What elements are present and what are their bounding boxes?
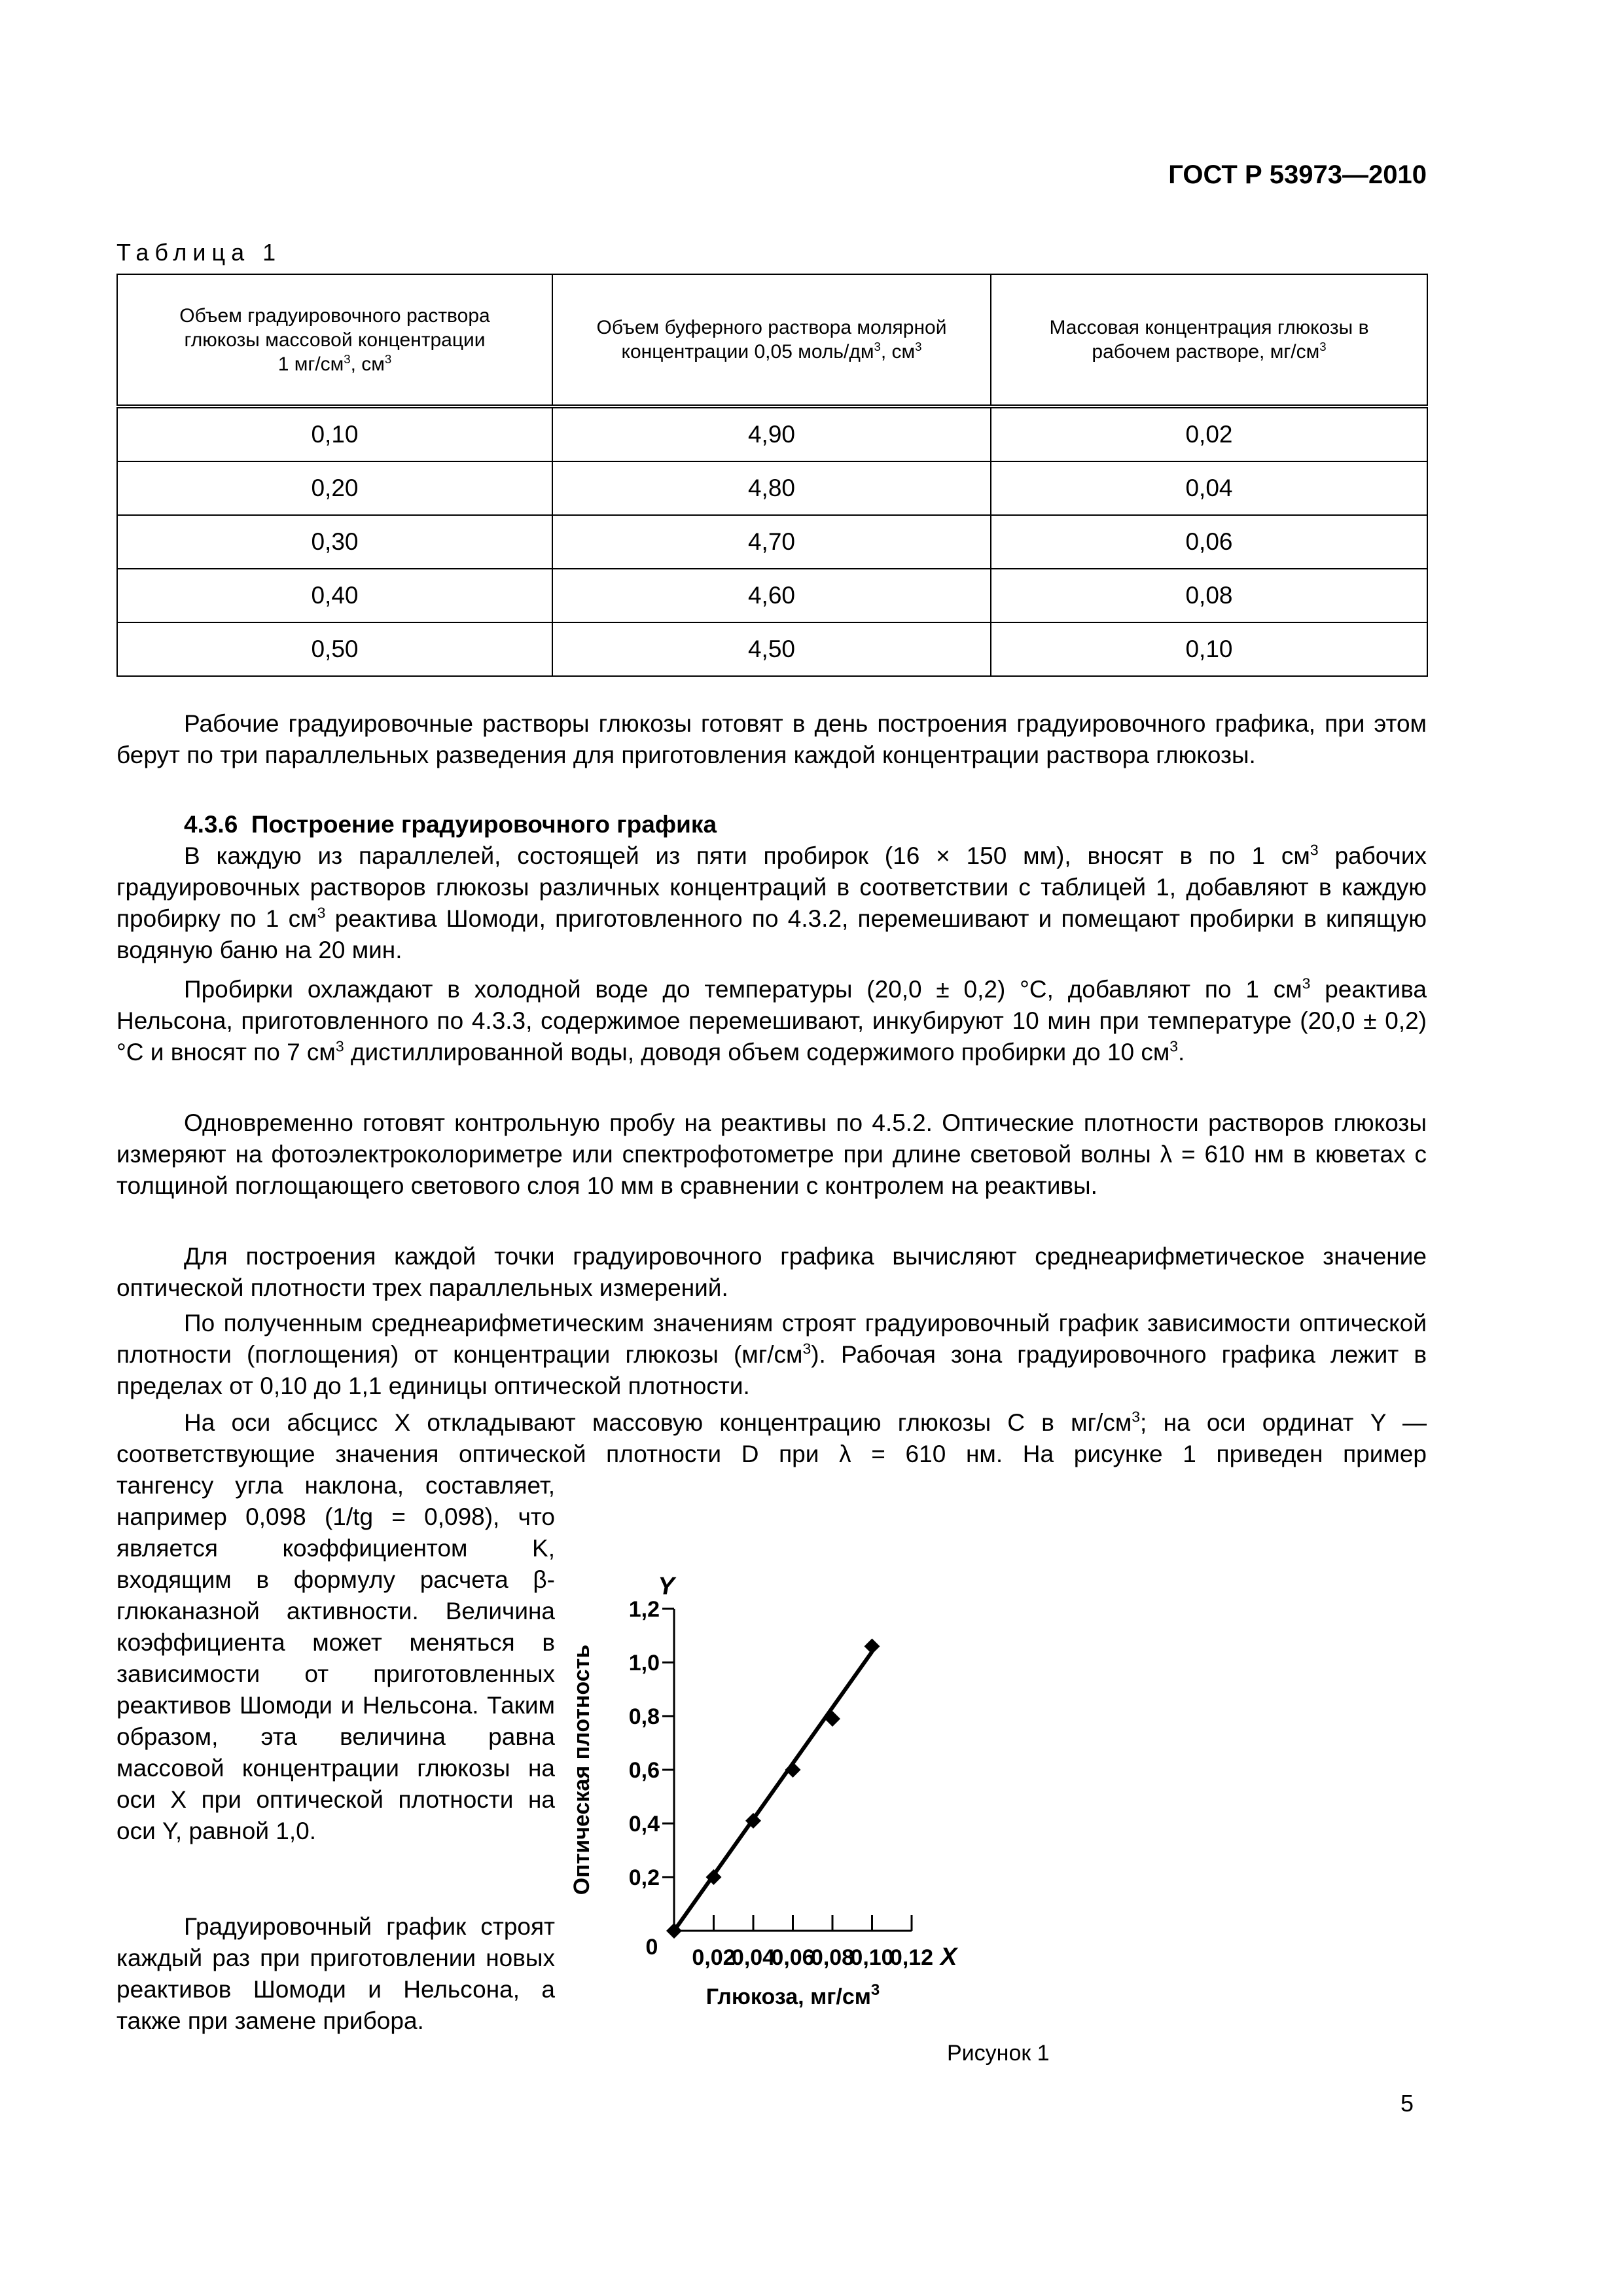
- table-cell: 0,06: [991, 515, 1427, 569]
- x-axis-title: Глюкоза, $мг/см^3$: [705, 1981, 880, 2009]
- paragraph-sample-preparation: В каждую из параллелей, состоящей из пяти пробирок (16 × 150 мм), вносят в по 1 $см^3$ рабочих градуировочных растворов глюкозы различных концентраций в соответствии с таблицей 1, добавляют в каждую пробирку по 1 $см^3$ реактива Шомоди, приготовленного по 4.3.2, перемешивают и помещают пробирки в кипящую водяную баню на 20 мин.: [116, 841, 1427, 963]
- origin-label: 0: [645, 1935, 658, 1960]
- table-cell: 4,80: [552, 461, 991, 515]
- x-tick-label: 0,08: [810, 1945, 855, 1970]
- calibration-chart: [569, 1545, 1433, 2009]
- table-cell: 0,40: [117, 569, 552, 622]
- y-tick-label: 1,0: [628, 1651, 660, 1676]
- data-point: [785, 1762, 801, 1778]
- paragraph-calibration-graph: По полученным среднеарифметическим значениям строят градуировочный график зависимости оптической плотности (поглощения) от концентрации глюкозы $(мг/см^3)$. Рабочая зона градуировочного графика лежит в пределах от 0,10 до 1,1 единицы оптической плотности.: [116, 1310, 1427, 1399]
- table-row: [117, 406, 1427, 461]
- x-axis-letter: X: [940, 1943, 957, 1971]
- data-point: [865, 1638, 880, 1654]
- table-caption: Таблица 1: [116, 239, 282, 266]
- paragraph-coefficient: тангенсу угла наклона, составляет, например 0,098 (1/tg = 0,098), что является коэффициентом K, входящим в формулу расчета β-глюканазной активности. Величина коэффициента может меняться в зависимости от приготовленных реактивов Шомоди и Нельсона. Таким образом, эта величина равна массовой концентрации глюкозы на оси X при оптической плотности на оси Y, равной 1,0.: [116, 1472, 555, 1844]
- y-tick-label: 0,4: [628, 1812, 660, 1837]
- table-header-col3: Массовая концентрация глюкозы в рабочем растворе, $мг/см^3$: [991, 274, 1427, 406]
- table-cell: 0,04: [991, 461, 1427, 515]
- table-cell: 4,60: [552, 569, 991, 622]
- y-axis-title: Оптическая плотность: [569, 1644, 594, 1895]
- x-tick-label: 0,12: [889, 1945, 934, 1970]
- x-tick-label: 0,10: [850, 1945, 894, 1970]
- table-cell: 0,10: [991, 622, 1427, 676]
- y-tick-label: 0,8: [628, 1704, 660, 1729]
- table-row: [117, 569, 1427, 622]
- table-row: [117, 622, 1427, 676]
- table-header-row: [117, 274, 1427, 406]
- y-tick-label: 0,6: [628, 1758, 660, 1783]
- document-header: ГОСТ Р 53973—2010: [1168, 160, 1427, 189]
- paragraph-average: Для построения каждой точки градуировочного графика вычисляют среднеарифметическое значение оптической плотности трех параллельных измерений.: [116, 1243, 1427, 1301]
- table-header-col1: Объем градуировочного раствора глюкозы массовой концентрации 1 $мг/см^3$, $см^3$: [117, 274, 552, 406]
- figure-caption: Рисунок 1: [947, 2041, 1050, 2066]
- paragraph-recalibration: Градуировочный график строят каждый раз при приготовлении новых реактивов Шомоди и Нельсона, а также при замене прибора.: [116, 1913, 555, 2034]
- table-cell: 0,20: [117, 461, 552, 515]
- chart-svg: [569, 1545, 1433, 2009]
- table-cell: 0,10: [117, 406, 552, 461]
- paragraph-optical-density: Одновременно готовят контрольную пробу на реактивы по 4.5.2. Оптические плотности растворов глюкозы измеряют на фотоэлектроколориметре или спектрофотометре при длине световой волны λ = 610 нм в кюветах с толщиной поглощающего светового слоя 10 мм в сравнении с контролем на реактивы.: [116, 1109, 1427, 1199]
- table-cell: 0,08: [991, 569, 1427, 622]
- table-cell: 4,70: [552, 515, 991, 569]
- table-cell: 0,02: [991, 406, 1427, 461]
- paragraph-working-solutions: Рабочие градуировочные растворы глюкозы готовят в день построения градуировочного графика, при этом берут по три параллельных разведения для приготовления каждой концентрации раствора глюкозы.: [116, 710, 1427, 768]
- y-axis-letter: Y: [658, 1573, 675, 1600]
- y-tick-label: 0,2: [628, 1865, 660, 1890]
- table-row: [117, 515, 1427, 569]
- table-cell: 0,50: [117, 622, 552, 676]
- table-row: [117, 461, 1427, 515]
- paragraph-axes-description: На оси абсцисс X откладывают массовую концентрацию глюкозы C в $мг/см^3$; на оси ординат Y — соответствующие значения оптической плотности D при λ = 610 нм. На рисунке 1 приведен пример: [116, 1408, 1427, 1467]
- x-tick-label: 0,04: [731, 1945, 776, 1970]
- paragraph-nelson-reagent: Пробирки охлаждают в холодной воде до температуры (20,0 ± 0,2) °С, добавляют по 1 $см^3$ реактива Нельсона, приготовленного по 4.3.3, содержимое перемешивают, инкубируют 10 мин при температуре (20,0 ± 0,2) °С и вносят по 7 $см^3$ дистиллированной воды, доводя объем содержимого пробирки до 10 $см^3$.: [116, 975, 1427, 1066]
- table-cell: 4,50: [552, 622, 991, 676]
- table-cell: 0,30: [117, 515, 552, 569]
- table-header-col2: Объем буферного раствора молярной концентрации 0,05 моль/$дм^3$, $см^3$: [552, 274, 991, 406]
- y-tick-label: 1,2: [628, 1597, 660, 1622]
- section-heading: 4.3.6 Построение градуировочного графика: [184, 811, 717, 838]
- fit-line: [674, 1652, 872, 1931]
- x-tick-label: 0,02: [692, 1945, 736, 1970]
- x-tick-label: 0,06: [771, 1945, 815, 1970]
- page-number: 5: [1400, 2090, 1414, 2117]
- table-cell: 4,90: [552, 406, 991, 461]
- data-table: [116, 274, 1428, 677]
